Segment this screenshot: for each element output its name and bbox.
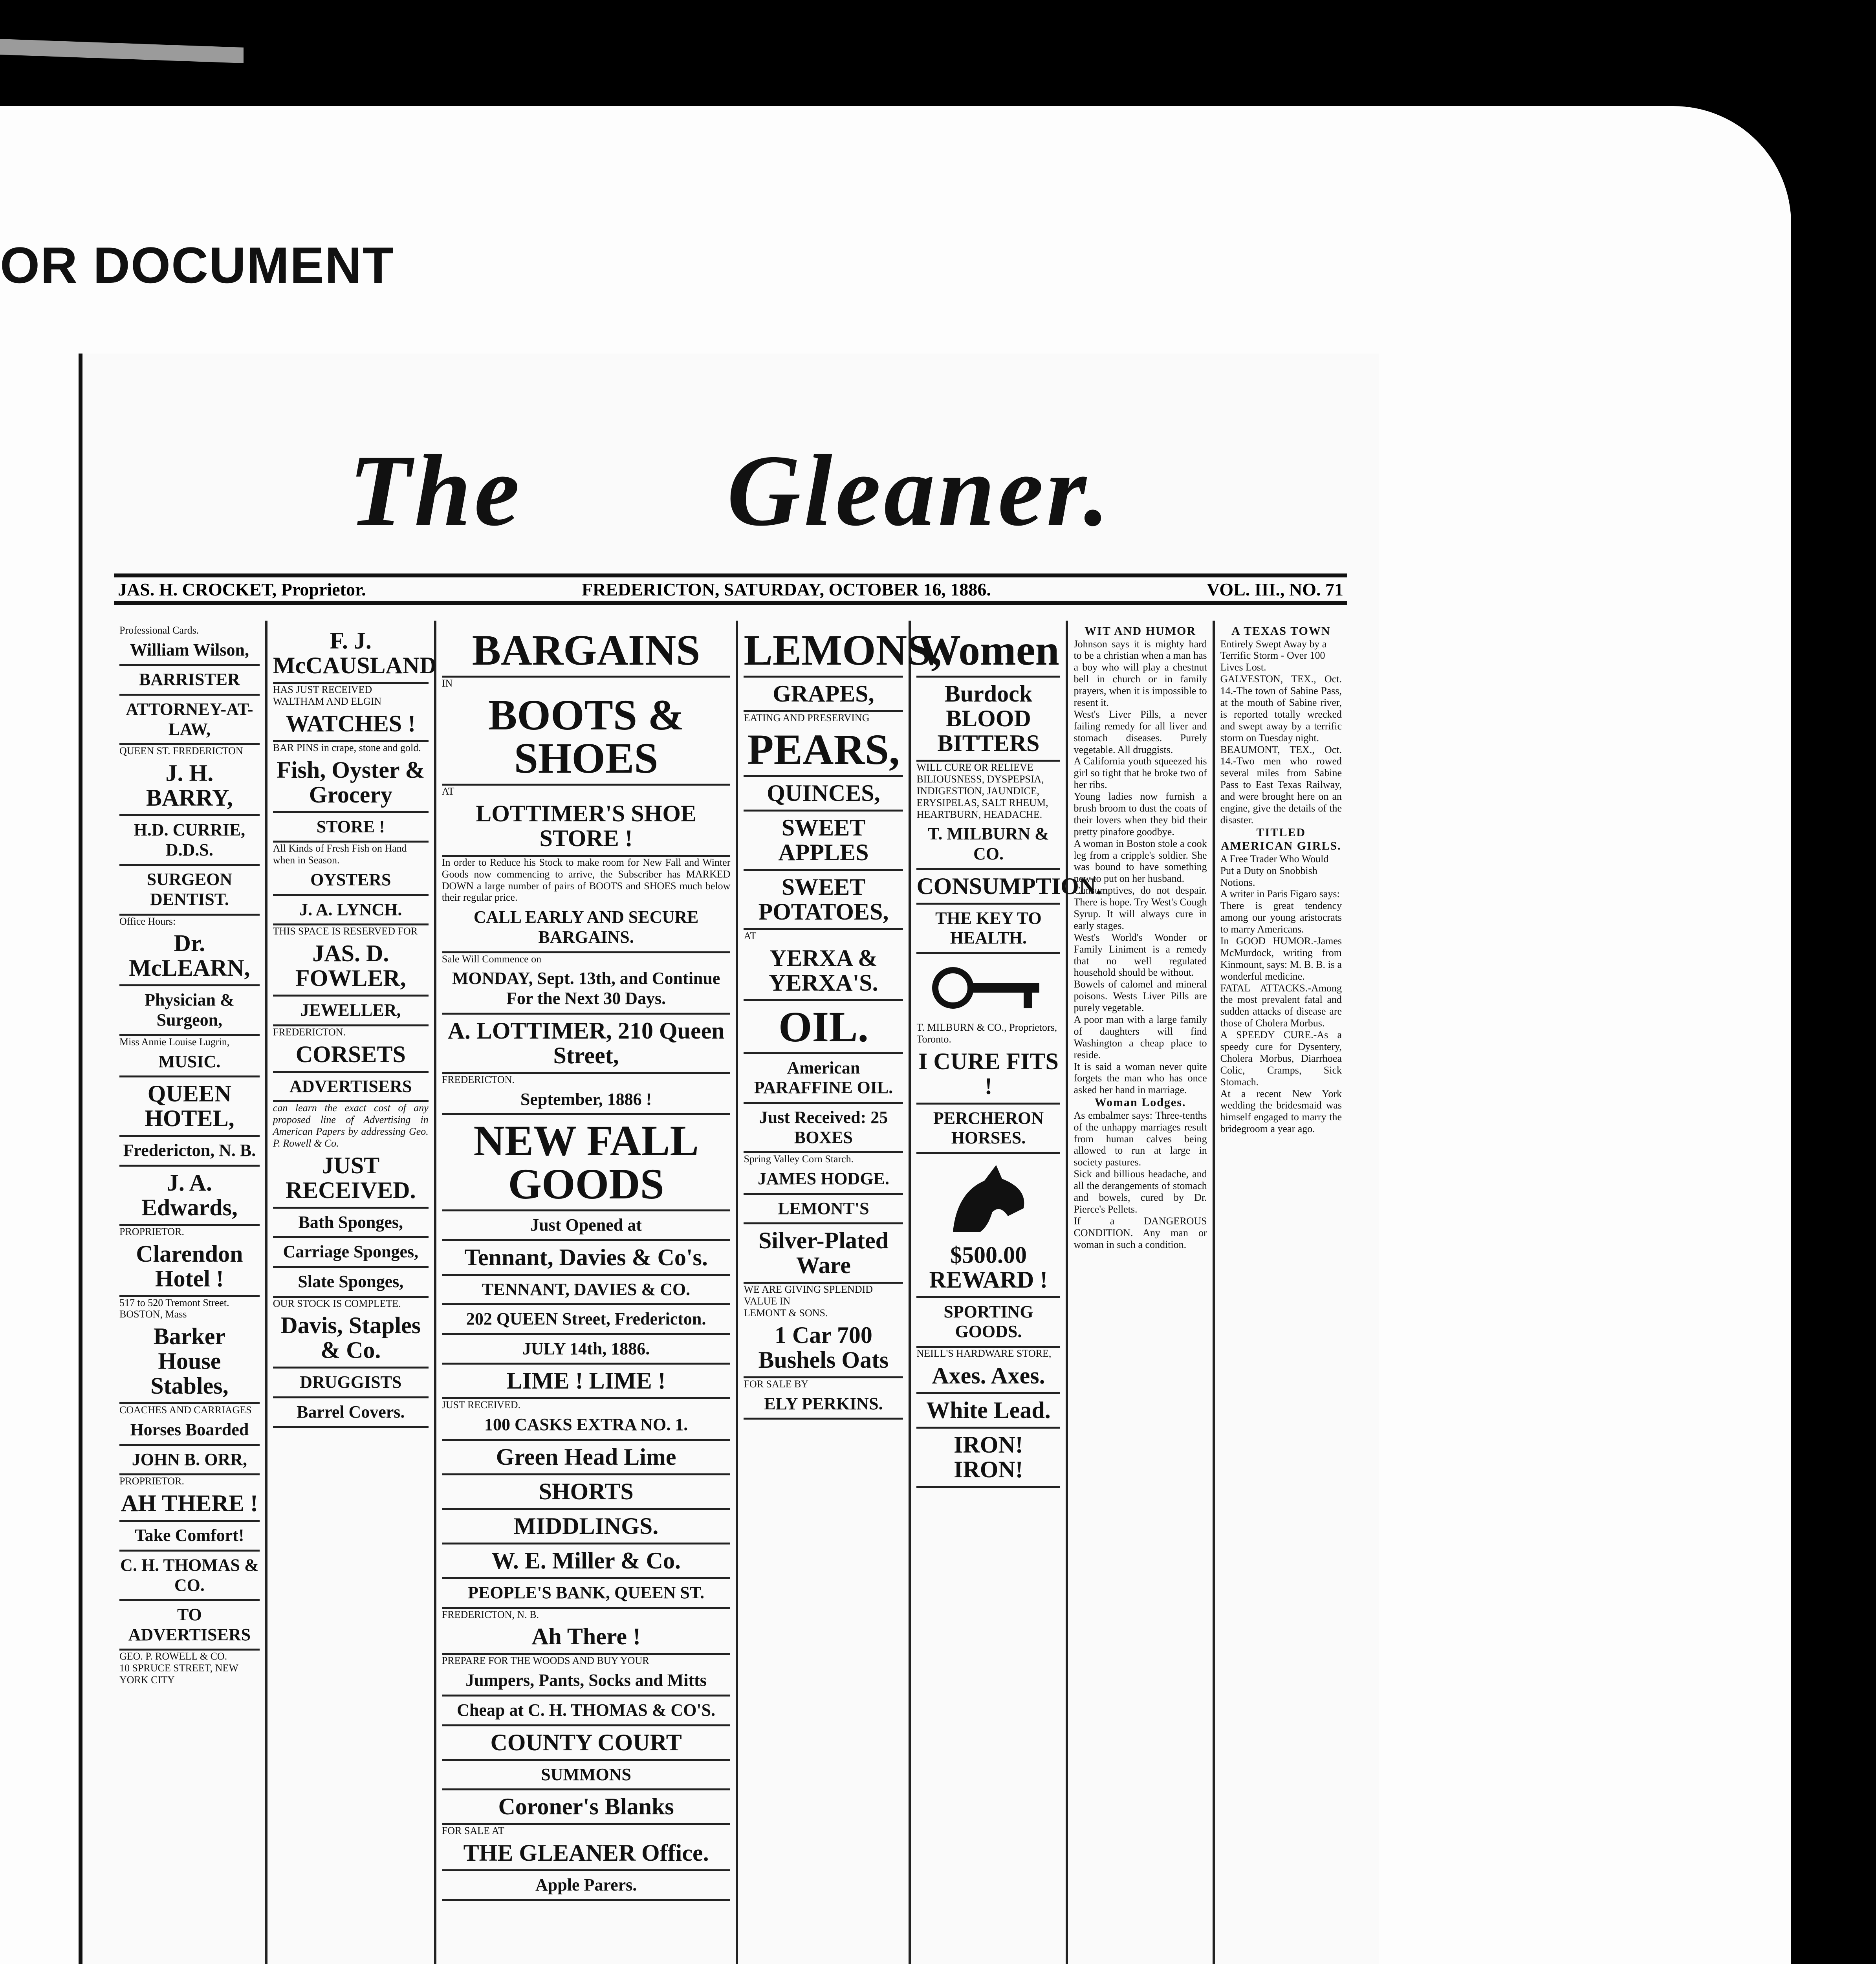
horse-head-illustration-icon — [929, 1157, 1047, 1236]
column-1-item: Professional Cards. — [119, 625, 199, 636]
column-7-item: A writer in Paris Figaro says: — [1220, 888, 1340, 900]
column-7-item: Entirely Swept Away by a Terrific Storm - Over 100 Lives Lost. — [1220, 638, 1327, 673]
column-7-item: GALVESTON, TEX., Oct. 14.-The town of Sabine Pass, at the mouth of Sabine river, is reported totally wrecked and swept away by a terrific storm on Tuesday night. — [1220, 673, 1342, 744]
column-1-item: PROPRIETOR. — [119, 1475, 184, 1487]
column-4-item: JAMES HODGE. — [744, 1165, 903, 1195]
column-4-item: FOR SALE BY — [744, 1378, 809, 1390]
column-3-item: JULY 14th, 1886. — [442, 1335, 731, 1365]
column-5-item: NEILL'S HARDWARE STORE, — [916, 1347, 1052, 1359]
column-6-item: West's Liver Pills, a never failing remedy for all liver and stomach diseases. Purely vegetable. All druggists. — [1074, 708, 1207, 755]
column-1-item: AH THERE ! — [119, 1487, 260, 1522]
column-5-item: Axes. Axes. — [916, 1359, 1060, 1394]
column-4-item: American PARAFFINE OIL. — [744, 1054, 903, 1104]
column-1-item: Barker House Stables, — [119, 1320, 260, 1404]
column-3-item: 202 QUEEN Street, Fredericton. — [442, 1305, 731, 1335]
column-3-item: Apple Parers. — [442, 1871, 731, 1901]
column-3-item: FREDERICTON, N. B. — [442, 1609, 539, 1620]
place-date: FREDERICTON, SATURDAY, OCTOBER 16, 1886. — [581, 579, 991, 599]
column-7-item: FATAL ATTACKS.-Among the most prevalent fatal and sudden attacks of disease are those of Cholera Morbus. — [1220, 982, 1342, 1029]
column-1-item: J. A. Edwards, — [119, 1167, 260, 1226]
column-7-item: BEAUMONT, TEX., Oct. 14.-Two men who rowed several miles from Sabine Pass to East Texas Railway, and were brought here on an engine, give the details of the disaster. — [1220, 744, 1342, 826]
column-4-item: Silver-Plated Ware — [744, 1224, 903, 1284]
column-1-item: Dr. McLEARN, — [119, 927, 260, 986]
column-4-item: 1 Car 700 Bushels Oats — [744, 1319, 903, 1378]
column-7-item: A SPEEDY CURE.-As a speedy cure for Dysentery, Cholera Morbus, Diarrhoea Colic, Cramps, Sick Stomach. — [1220, 1029, 1342, 1088]
column-5-item: THE KEY TO HEALTH. — [916, 905, 1060, 954]
column-6-item: If a DANGEROUS CONDITION. Any man or woman in such a condition. — [1074, 1215, 1207, 1250]
column-7 — [1215, 621, 1347, 1964]
column-3-item: NEW FALL GOODS — [442, 1115, 731, 1211]
column-1-item: TO ADVERTISERS — [119, 1601, 260, 1651]
column-2-item: ADVERTISERS — [273, 1073, 429, 1103]
column-5-item: T. MILBURN & CO. — [916, 820, 1060, 870]
column-2-item: THIS SPACE IS RESERVED FOR — [273, 925, 418, 937]
column-3-item: Coroner's Blanks — [442, 1790, 731, 1825]
column-4-item: SWEET APPLES — [744, 812, 903, 871]
column-1-item: QUEEN ST. FREDERICTON — [119, 745, 243, 757]
column-3-item: LOTTIMER'S SHOE STORE ! — [442, 797, 731, 857]
column-5-item: IRON! IRON! — [916, 1429, 1060, 1488]
column-1-item: ATTORNEY-AT-LAW, — [119, 696, 260, 745]
column-3-item: A. LOTTIMER, 210 Queen Street, — [442, 1015, 731, 1074]
column-3-item: PEOPLE'S BANK, QUEEN ST. — [442, 1579, 731, 1609]
column-2-item: BAR PINS in crape, stone and gold. — [273, 742, 421, 753]
column-1-item: BOSTON, Mass — [119, 1308, 187, 1320]
column-2-item: Barrel Covers. — [273, 1398, 429, 1428]
column-3-item: Jumpers, Pants, Socks and Mitts — [442, 1667, 731, 1697]
column-1-item: H.D. CURRIE, D.D.S. — [119, 816, 260, 866]
column-1-item: J. H. BARRY, — [119, 757, 260, 816]
column-1-item: 517 to 520 Tremont Street. — [119, 1297, 229, 1308]
column-3-item: BOOTS & SHOES — [442, 689, 731, 786]
column-3-item: FOR SALE AT — [442, 1825, 504, 1837]
column-3-item: Cheap at C. H. THOMAS & CO'S. — [442, 1697, 731, 1726]
column-2-item: JEWELLER, — [273, 997, 429, 1026]
column-2 — [267, 621, 436, 1964]
column-3-item: SUMMONS — [442, 1761, 731, 1791]
column-6-item: A California youth squeezed his girl so tight that he broke two of her ribs. — [1074, 755, 1207, 791]
column-4-item: ELY PERKINS. — [744, 1390, 903, 1420]
column-1-item: 10 SPRUCE STREET, NEW YORK CITY — [119, 1662, 238, 1686]
column-3-item: TENNANT, DAVIES & CO. — [442, 1276, 731, 1306]
column-2-item: can learn the exact cost of any proposed line of Advertising in American Papers by addressing Geo. P. Rowell & Co. — [273, 1102, 429, 1149]
column-7-item: In GOOD HUMOR.-James McMurdock, writing from Kinmount, says: M. B. B. is a wonderful medicine. — [1220, 935, 1342, 982]
column-3-item: Ah There ! — [442, 1620, 731, 1655]
column-5-item: WILL CURE OR RELIEVE — [916, 762, 1033, 773]
column-2-item: STORE ! — [273, 813, 429, 843]
column-5 — [911, 621, 1102, 1964]
column-1-item: Take Comfort! — [119, 1522, 260, 1552]
column-1-item: SURGEON DENTIST. — [119, 866, 260, 915]
column-6-item: Sick and billious headache, and all the derangements of stomach and bowels, cured by Dr. Pierce's Pellets. — [1074, 1168, 1207, 1215]
column-4-item: EATING AND PRESERVING — [744, 712, 870, 724]
masthead-right: Gleaner. — [727, 434, 1113, 547]
proprietor: JAS. H. CROCKET, Proprietor. — [118, 579, 366, 599]
column-5-item: CONSUMPTION. — [916, 870, 1060, 905]
volume: VOL. III., NO. 71 — [1207, 579, 1343, 599]
column-4-item: Spring Valley Corn Starch. — [744, 1153, 854, 1165]
column-1 — [114, 621, 267, 1964]
column-3-item: W. E. Miller & Co. — [442, 1544, 731, 1579]
column-1-item: COACHES AND CARRIAGES — [119, 1404, 252, 1416]
column-2-item: Bath Sponges, — [273, 1209, 429, 1238]
column-6-item: WIT AND HUMOR — [1085, 625, 1196, 638]
column-3-item: MONDAY, Sept. 13th, and Continue For the Next 30 Days. — [442, 965, 731, 1014]
column-2-item: J. A. LYNCH. — [273, 896, 429, 926]
columns — [114, 621, 1347, 1964]
column-3-item: CALL EARLY AND SECURE BARGAINS. — [442, 903, 731, 953]
column-1-item: Clarendon Hotel ! — [119, 1238, 260, 1297]
column-3-item: MIDDLINGS. — [442, 1510, 731, 1544]
column-7-item: A TEXAS TOWN — [1231, 625, 1331, 638]
column-5-item: BILIOUSNESS, DYSPEPSIA, INDIGESTION, JAUNDICE, ERYSIPELAS, SALT RHEUM, HEARTBURN, HEADACHE. — [916, 773, 1048, 820]
dateline — [114, 573, 1347, 605]
column-2-item: JAS. D. FOWLER, — [273, 937, 429, 997]
column-2-item: OUR STOCK IS COMPLETE. — [273, 1297, 401, 1309]
column-4-item: LEMONT & SONS. — [744, 1307, 828, 1319]
column-1-item: PROPRIETOR. — [119, 1226, 184, 1237]
column-2-item: WALTHAM AND ELGIN — [273, 695, 382, 707]
column-3-item: In order to Reduce his Stock to make room for New Fall and Winter Goods now commencing to arrive, the Subscriber has MARKED DOWN a large number of pairs of BOOTS and SHOES much below their regular price. — [442, 856, 731, 903]
column-3-item: LIME ! LIME ! — [442, 1365, 731, 1399]
film-edge — [0, 39, 244, 63]
column-3-item: Sale Will Commence on — [442, 953, 542, 965]
column-1-item: GEO. P. ROWELL & CO. — [119, 1651, 227, 1662]
column-4-item: LEMONT'S — [744, 1195, 903, 1225]
column-3-item: AT — [442, 785, 454, 797]
column-7-item: A Free Trader Who Would Put a Duty on Snobbish Notions. — [1220, 853, 1329, 888]
column-4-item: PEARS, — [744, 724, 903, 777]
column-3-item: 100 CASKS EXTRA NO. 1. — [442, 1411, 731, 1441]
column-2-item: OYSTERS — [273, 866, 429, 896]
column-6 — [1068, 621, 1215, 1964]
column-1-item: JOHN B. ORR, — [119, 1446, 260, 1476]
column-6-item: Bowels of calomel and mineral poisons. Wests Liver Pills are purely vegetable. — [1074, 978, 1207, 1014]
column-6-item: West's World's Wonder or Family Liniment is a remedy that no well regulated household should be without. — [1074, 931, 1207, 978]
column-7-item: There is great tendency among our young aristocrats to marry Americans. — [1220, 900, 1342, 935]
column-4-item: Just Received: 25 BOXES — [744, 1104, 903, 1153]
column-2-item: All Kinds of Fresh Fish on Hand when in Season. — [273, 843, 407, 866]
column-2-item: JUST RECEIVED. — [273, 1149, 429, 1209]
column-3-item: THE GLEANER Office. — [442, 1837, 731, 1871]
column-3 — [436, 621, 738, 1964]
column-2-item: HAS JUST RECEIVED — [273, 684, 372, 695]
column-4-item: SWEET POTATOES, — [744, 871, 903, 930]
masthead — [82, 432, 1379, 550]
column-5-item: I CURE FITS ! — [916, 1045, 1060, 1105]
masthead-left: The — [348, 434, 523, 547]
column-3-item: PREPARE FOR THE WOODS AND BUY YOUR — [442, 1655, 649, 1667]
target-label: OR DOCUMENT — [0, 236, 395, 294]
column-6-item: A woman in Boston stole a cook leg from a cripple's soldier. She was bound to have something new to put on her husband. — [1074, 837, 1207, 885]
column-2-item: CORSETS — [273, 1038, 429, 1073]
column-3-item: IN — [442, 678, 453, 689]
column-4-item: OIL. — [744, 1001, 903, 1054]
column-4-item: WE ARE GIVING SPLENDID VALUE IN — [744, 1284, 873, 1307]
key-illustration-icon — [929, 956, 1047, 1019]
column-2-item: Carriage Sponges, — [273, 1238, 429, 1268]
column-5-item: Burdock BLOOD BITTERS — [916, 678, 1060, 762]
column-3-item: Just Opened at — [442, 1211, 731, 1241]
column-3-item: FREDERICTON. — [442, 1074, 515, 1085]
column-3-item: Tennant, Davies & Co's. — [442, 1241, 731, 1276]
column-4-item: YERXA & YERXA'S. — [744, 942, 903, 1001]
column-4-item: AT — [744, 930, 757, 942]
column-7-item: TITLED AMERICAN GIRLS. — [1220, 826, 1341, 853]
column-1-item: BARRISTER — [119, 666, 260, 696]
column-4 — [738, 621, 942, 1964]
column-1-item: MUSIC. — [119, 1048, 260, 1078]
column-4-item: LEMONS, — [744, 625, 903, 678]
column-3-item: COUNTY COURT — [442, 1726, 731, 1761]
column-2-item: DRUGGISTS — [273, 1369, 429, 1398]
column-1-item: Office Hours: — [119, 915, 176, 927]
column-2-item: FREDERICTON. — [273, 1026, 346, 1038]
column-1-item: William Wilson, — [119, 636, 260, 666]
column-6-item: Woman Lodges. — [1094, 1096, 1186, 1109]
column-4-item: GRAPES, — [744, 678, 903, 712]
column-2-item: Fish, Oyster & Grocery — [273, 754, 429, 813]
column-1-item: QUEEN HOTEL, — [119, 1077, 260, 1137]
column-6-item: As embalmer says: Three-tenths of the unhappy marriages result from human calves being allowed to run at large in society pastures. — [1074, 1109, 1207, 1168]
column-1-item: Physician & Surgeon, — [119, 986, 260, 1036]
column-2-item: Slate Sponges, — [273, 1268, 429, 1298]
column-4-item: QUINCES, — [744, 777, 903, 812]
column-3-item: BARGAINS — [442, 625, 731, 678]
newspaper-page — [79, 354, 1379, 1964]
column-2-item: F. J. McCAUSLAND — [273, 625, 429, 684]
column-5-item: PERCHERON HORSES. — [916, 1105, 1060, 1154]
column-6-item: A poor man with a large family of daughters will find Washington a cheap place to reside. — [1074, 1014, 1207, 1061]
column-2-item: WATCHES ! — [273, 707, 429, 742]
column-6-item: Young ladies now furnish a brush broom to dust the coats of their lovers when they bid their pretty pinafore goodbye. — [1074, 791, 1207, 837]
column-6-item: Johnson says it is mighty hard to be a christian when a man has a boy who will play a chestnut bell in church or in family prayers, when it is impossible to resent it. — [1074, 638, 1207, 708]
column-3-item: Green Head Lime — [442, 1441, 731, 1475]
column-1-item: Horses Boarded — [119, 1416, 260, 1446]
column-5-item: $500.00 REWARD ! — [916, 1239, 1060, 1298]
column-2-item: Davis, Staples & Co. — [273, 1309, 429, 1369]
column-5-item: T. MILBURN & CO., Proprietors, Toronto. — [916, 1021, 1057, 1045]
column-1-item: Fredericton, N. B. — [119, 1137, 260, 1167]
column-6-item: It is said a woman never quite forgets the man who has once asked her hand in marriage. — [1074, 1061, 1207, 1096]
column-5-item: White Lead. — [916, 1394, 1060, 1429]
column-6-item: Consumptives, do not despair. There is hope. Try West's Cough Syrup. It will always cure in early stages. — [1074, 885, 1207, 931]
column-1-item: Miss Annie Louise Lugrin, — [119, 1036, 230, 1048]
column-5-item: Women — [916, 625, 1060, 678]
column-5-item: SPORTING GOODS. — [916, 1298, 1060, 1348]
column-1-item: C. H. THOMAS & CO. — [119, 1552, 260, 1601]
column-3-item: September, 1886 ! — [442, 1086, 731, 1116]
column-3-item: JUST RECEIVED. — [442, 1399, 521, 1411]
column-3-item: SHORTS — [442, 1475, 731, 1510]
column-7-item: At a recent New York wedding the bridesmaid was himself engaged to marry the bridegroom a year ago. — [1220, 1088, 1342, 1135]
